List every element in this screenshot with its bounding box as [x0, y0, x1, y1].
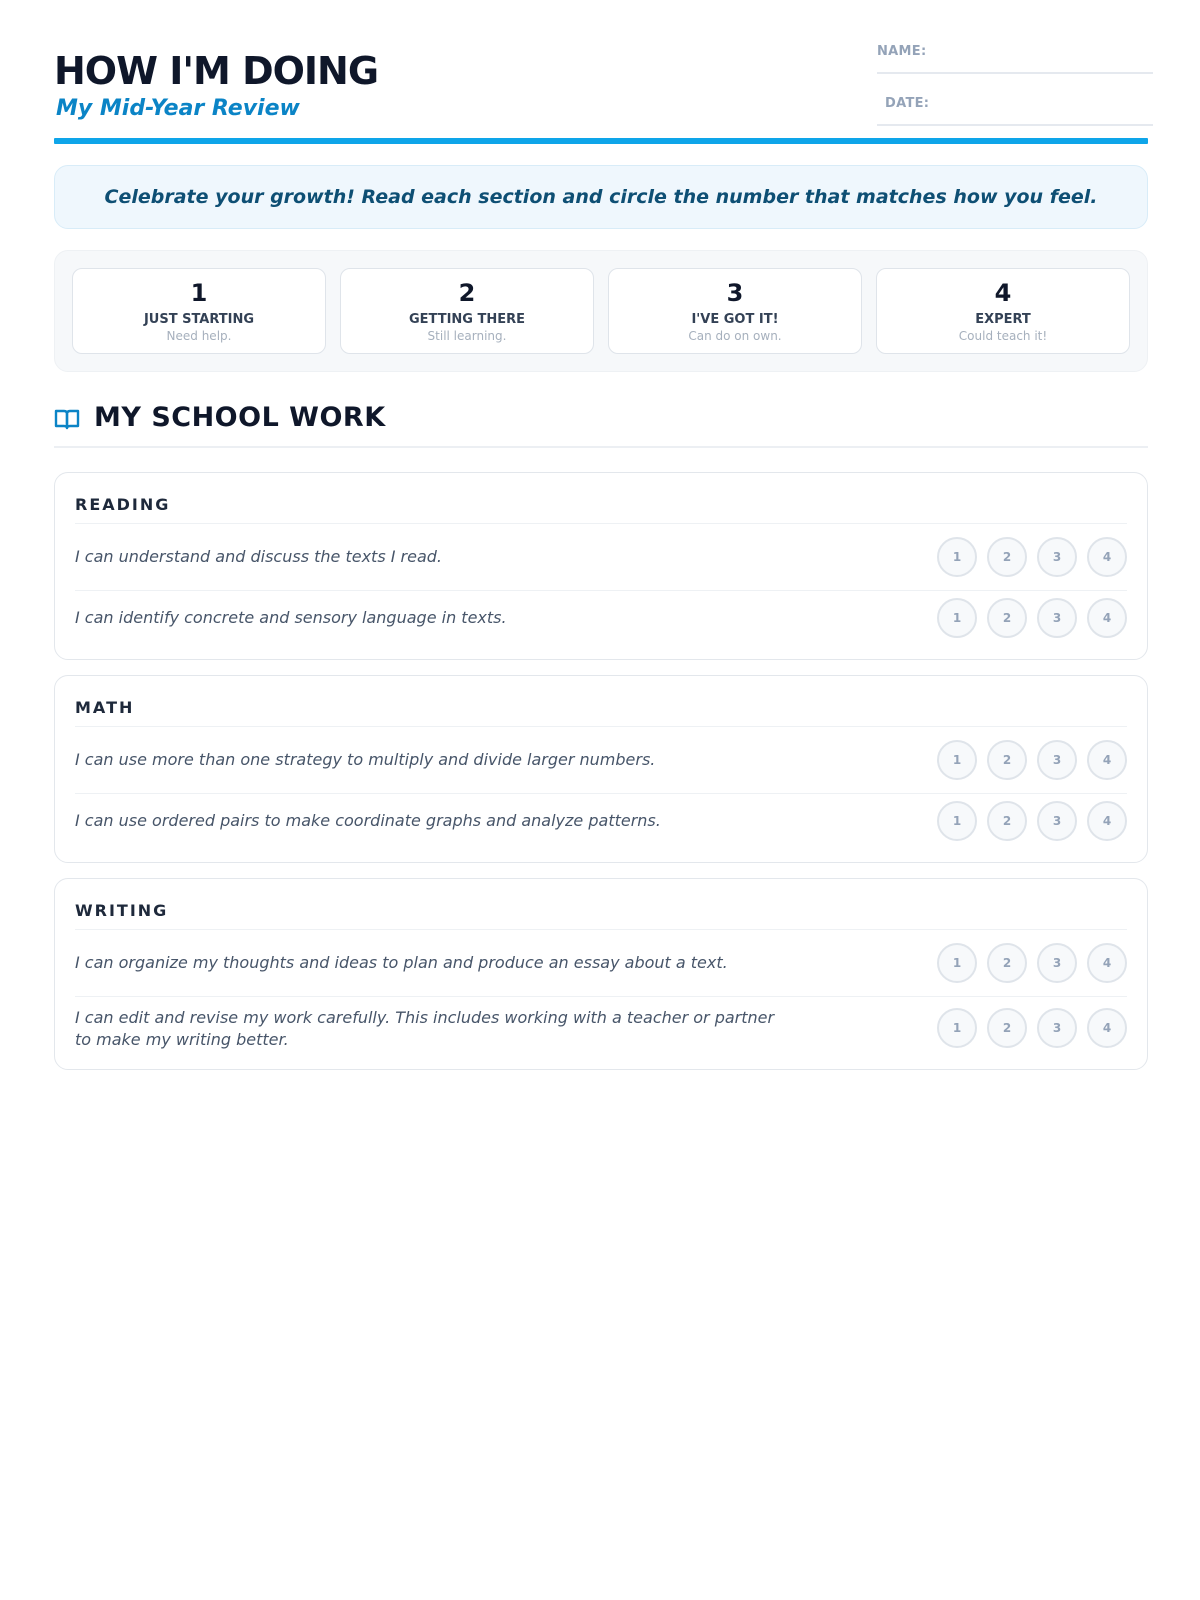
rating-circles — [937, 598, 1127, 638]
statement-row — [75, 727, 1127, 793]
page-subtitle: My Mid-Year Review — [56, 96, 300, 121]
book-open-icon — [54, 408, 80, 430]
rating-circle-2[interactable]: 2 — [987, 801, 1027, 841]
header — [54, 28, 1148, 146]
rating-circles — [937, 1008, 1127, 1048]
rating-circle-1[interactable]: 1 — [937, 801, 977, 841]
rating-circle-3[interactable]: 3 — [1037, 598, 1077, 638]
rating-scale — [54, 250, 1148, 372]
scale-number: 4 — [994, 279, 1012, 307]
rating-circle-3[interactable]: 3 — [1037, 943, 1077, 983]
subject-card-writing — [54, 878, 1148, 1070]
section-title: MY SCHOOL WORK — [94, 402, 386, 433]
subject-card-reading — [54, 472, 1148, 660]
statement-text: I can edit and revise my work carefully. This includes working with a teacher or partner to make my writing better. — [75, 1008, 775, 1049]
rating-circle-1[interactable]: 1 — [937, 537, 977, 577]
scale-card-2 — [340, 268, 594, 354]
rating-circle-1[interactable]: 1 — [937, 598, 977, 638]
rating-circle-2[interactable]: 2 — [987, 537, 1027, 577]
scale-description: Could teach it! — [958, 329, 1048, 343]
scale-label: EXPERT — [975, 312, 1031, 327]
rating-circles — [937, 537, 1127, 577]
subject-title: WRITING — [75, 901, 169, 920]
rating-circles — [937, 943, 1127, 983]
scale-number: 1 — [190, 279, 208, 307]
rating-circles — [937, 801, 1127, 841]
statement-text: I can organize my thoughts and ideas to plan and produce an essay about a text. — [75, 953, 728, 972]
rating-circle-4[interactable]: 4 — [1087, 943, 1127, 983]
scale-card-3 — [608, 268, 862, 354]
rating-circle-1[interactable]: 1 — [937, 943, 977, 983]
rating-circle-3[interactable]: 3 — [1037, 1008, 1077, 1048]
rating-circle-3[interactable]: 3 — [1037, 801, 1077, 841]
scale-card-1 — [72, 268, 326, 354]
subject-card-math — [54, 675, 1148, 863]
rating-circle-2[interactable]: 2 — [987, 598, 1027, 638]
statement-text: I can use more than one strategy to multiply and divide larger numbers. — [75, 750, 656, 769]
statement-row — [75, 997, 1127, 1063]
rating-circle-3[interactable]: 3 — [1037, 740, 1077, 780]
rating-circle-1[interactable]: 1 — [937, 740, 977, 780]
scale-number: 2 — [458, 279, 476, 307]
statement-text: I can understand and discuss the texts I read. — [75, 547, 443, 566]
rating-circle-2[interactable]: 2 — [987, 740, 1027, 780]
rating-circle-4[interactable]: 4 — [1087, 537, 1127, 577]
name-label: NAME: — [877, 44, 927, 59]
instruction-banner — [54, 165, 1148, 229]
subject-title: READING — [75, 495, 171, 514]
scale-description: Need help. — [166, 329, 232, 343]
instruction-text: Celebrate your growth! Read each section and circle the number that matches how you feel. — [104, 186, 1098, 208]
rating-circle-4[interactable]: 4 — [1087, 598, 1127, 638]
scale-card-4 — [876, 268, 1130, 354]
rating-circle-4[interactable]: 4 — [1087, 801, 1127, 841]
date-field[interactable] — [877, 80, 1153, 126]
scale-number: 3 — [726, 279, 744, 307]
rating-circle-2[interactable]: 2 — [987, 1008, 1027, 1048]
statement-row — [75, 930, 1127, 996]
rating-circle-4[interactable]: 4 — [1087, 1008, 1127, 1048]
scale-description: Still learning. — [427, 329, 507, 343]
header-divider — [54, 138, 1148, 144]
rating-circle-4[interactable]: 4 — [1087, 740, 1127, 780]
statement-text: I can identify concrete and sensory language in texts. — [75, 608, 507, 627]
scale-label: JUST STARTING — [143, 312, 255, 327]
scale-description: Can do on own. — [688, 329, 782, 343]
rating-circles — [937, 740, 1127, 780]
statement-row — [75, 591, 1127, 653]
scale-label: GETTING THERE — [408, 312, 526, 327]
scale-label: I'VE GOT IT! — [691, 312, 779, 327]
statement-row — [75, 794, 1127, 856]
page-title: HOW I'M DOING — [54, 49, 379, 93]
rating-circle-3[interactable]: 3 — [1037, 537, 1077, 577]
statement-text: I can use ordered pairs to make coordinate graphs and analyze patterns. — [75, 811, 661, 830]
rating-circle-2[interactable]: 2 — [987, 943, 1027, 983]
name-field[interactable] — [877, 28, 1153, 74]
rating-circle-1[interactable]: 1 — [937, 1008, 977, 1048]
date-label: DATE: — [885, 96, 930, 111]
statement-row — [75, 524, 1127, 590]
section-heading — [54, 398, 1148, 448]
subject-title: MATH — [75, 698, 135, 717]
